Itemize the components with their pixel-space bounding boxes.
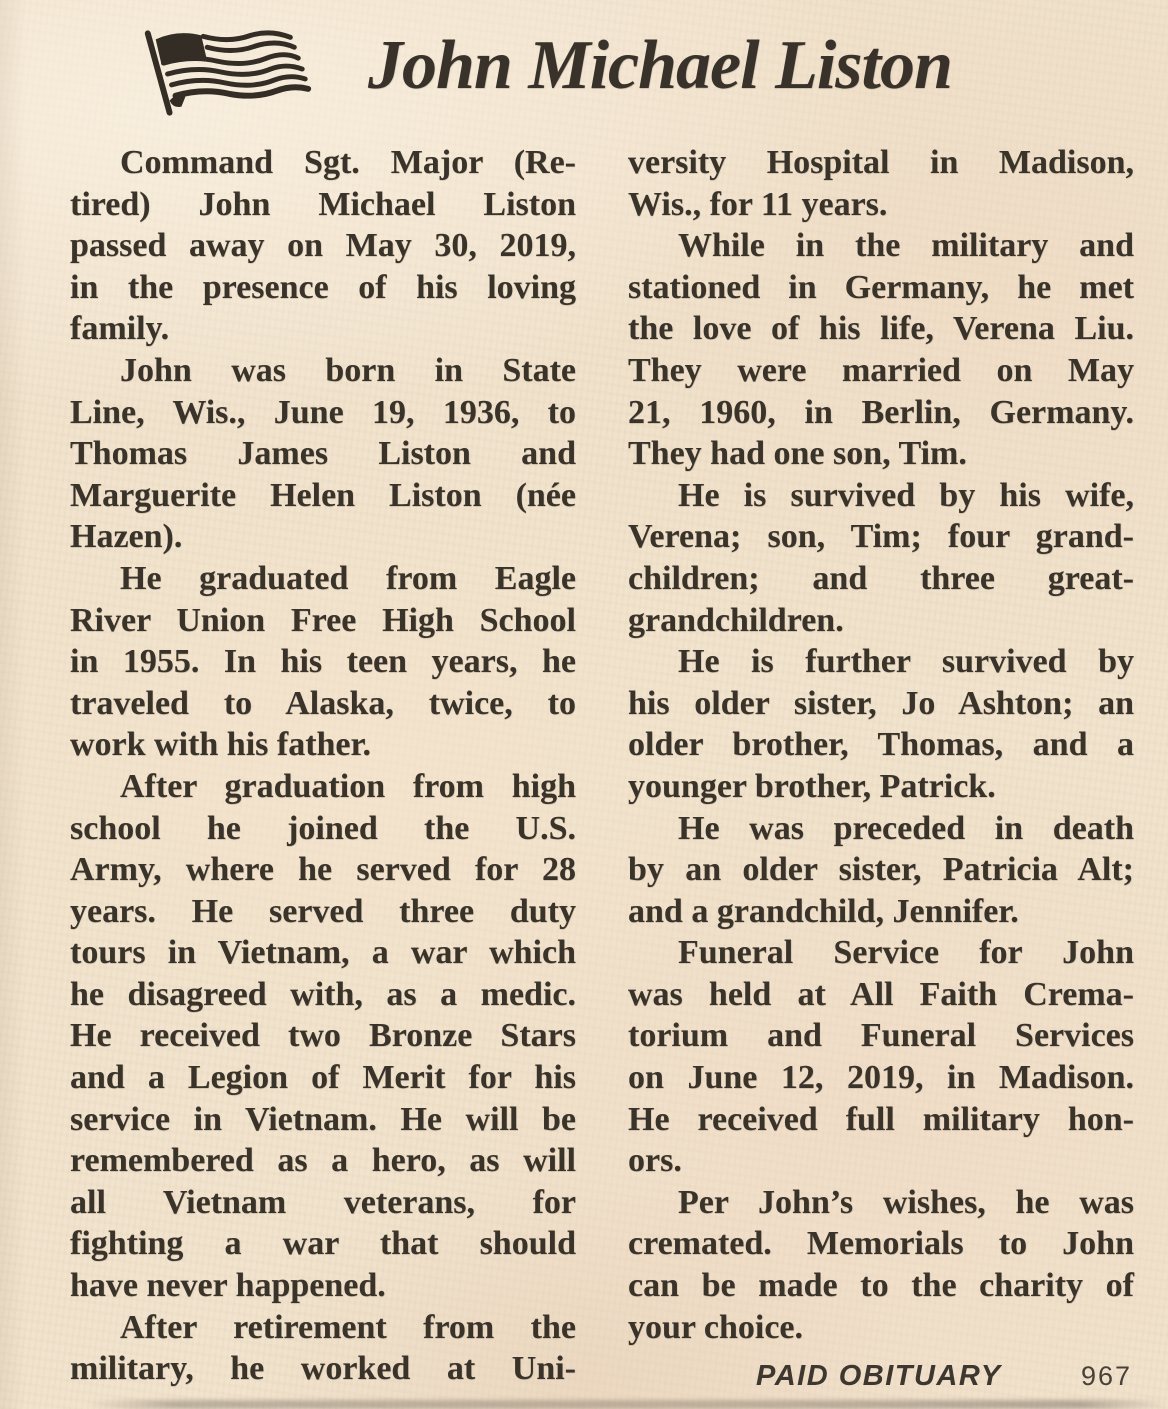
- text-line: cremated. Memorials to John: [628, 1225, 1134, 1263]
- scan-bottom-smudge: [88, 1400, 1168, 1409]
- text-line: on June 12, 2019, in Madison.: [628, 1059, 1134, 1097]
- text-line: torium and Funeral Services: [628, 1017, 1134, 1055]
- text-line: traveled to Alaska, twice, to: [70, 684, 576, 722]
- american-flag-icon: [126, 26, 324, 120]
- text-line: They were married on May: [628, 351, 1134, 389]
- obituary-code: 967: [1080, 1361, 1132, 1392]
- text-line: He received two Bronze Stars: [70, 1017, 576, 1055]
- paragraph: [628, 808, 1134, 933]
- text-line: was held at All Faith Crema-: [628, 975, 1134, 1013]
- text-line: can be made to the charity of: [628, 1267, 1134, 1305]
- paragraph: [70, 142, 576, 350]
- text-line: Thomas James Liston and: [70, 435, 576, 473]
- text-line: younger brother, Patrick.: [628, 767, 996, 805]
- text-line: remembered as a hero, as will: [70, 1142, 576, 1180]
- text-line: and a grandchild, Jennifer.: [628, 892, 1019, 930]
- text-line: John was born in State: [120, 351, 576, 389]
- text-line: Hazen).: [70, 518, 183, 556]
- text-line: in the presence of his loving: [70, 268, 576, 306]
- text-line: military, he worked at Uni-: [70, 1350, 576, 1388]
- paid-obituary-label: PAID OBITUARY: [756, 1360, 1002, 1393]
- text-line: ors.: [628, 1142, 682, 1180]
- text-line: He is survived by his wife,: [678, 476, 1134, 514]
- text-line: your choice.: [628, 1308, 804, 1346]
- text-line: his older sister, Jo Ashton; an: [628, 684, 1134, 722]
- text-line: After retirement from the: [120, 1308, 576, 1346]
- obituary-body: [70, 142, 1134, 1393]
- paragraph: [70, 766, 576, 1307]
- paragraph: [628, 932, 1134, 1182]
- text-line: school he joined the U.S.: [70, 809, 576, 847]
- text-line: While in the military and: [678, 227, 1134, 265]
- obituary-footer: [628, 1360, 1134, 1393]
- text-line: years. He served three duty: [70, 892, 576, 930]
- text-line: stationed in Germany, he met: [628, 268, 1134, 306]
- obituary-title: John Michael Liston: [368, 27, 952, 104]
- text-line: by an older sister, Patricia Alt;: [628, 851, 1134, 889]
- text-line: He received full military hon-: [628, 1100, 1134, 1138]
- text-line: in 1955. In his teen years, he: [70, 643, 576, 681]
- text-line: He graduated from Eagle: [120, 559, 576, 597]
- text-line: he disagreed with, as a medic.: [70, 975, 576, 1013]
- text-line: all Vietnam veterans, for: [70, 1183, 576, 1221]
- text-line: He is further survived by: [678, 643, 1134, 681]
- text-line: He was preceded in death: [678, 809, 1134, 847]
- paragraph: [628, 475, 1134, 641]
- text-line: children; and three great-: [628, 559, 1134, 597]
- text-line: After graduation from high: [120, 767, 576, 805]
- paragraph: [70, 350, 576, 558]
- text-line: Funeral Service for John: [678, 934, 1134, 972]
- obituary-header: [126, 22, 952, 120]
- text-line: work with his father.: [70, 726, 371, 764]
- text-line: tours in Vietnam, a war which: [70, 934, 576, 972]
- paragraph: [70, 558, 576, 766]
- text-line: older brother, Thomas, and a: [628, 726, 1134, 764]
- text-line: fighting a war that should: [70, 1225, 576, 1263]
- column-right: [628, 142, 1134, 1393]
- paragraph: [628, 142, 1134, 225]
- paragraph: [70, 1307, 576, 1390]
- text-line: service in Vietnam. He will be: [70, 1100, 576, 1138]
- paragraph: [628, 225, 1134, 475]
- text-line: Verena; son, Tim; four grand-: [628, 518, 1134, 556]
- text-line: family.: [70, 310, 170, 348]
- text-line: grandchildren.: [628, 601, 844, 639]
- text-line: Army, where he served for 28: [70, 851, 576, 889]
- text-line: Per John’s wishes, he was: [678, 1183, 1134, 1221]
- text-line: Wis., for 11 years.: [628, 185, 888, 223]
- text-line: passed away on May 30, 2019,: [70, 227, 576, 265]
- text-line: Command Sgt. Major (Re-: [120, 144, 576, 181]
- scan-edge-shade: [0, 0, 26, 1409]
- text-line: versity Hospital in Madison,: [628, 144, 1134, 181]
- text-line: 21, 1960, in Berlin, Germany.: [628, 393, 1134, 431]
- text-line: River Union Free High School: [70, 601, 576, 639]
- paragraph: [628, 641, 1134, 807]
- paragraph: [628, 1182, 1134, 1348]
- text-line: They had one son, Tim.: [628, 435, 967, 473]
- text-line: Line, Wis., June 19, 1936, to: [70, 393, 576, 431]
- text-line: have never happened.: [70, 1267, 386, 1305]
- text-line: Marguerite Helen Liston (née: [70, 476, 576, 514]
- text-line: the love of his life, Verena Liu.: [628, 310, 1134, 348]
- column-left: [70, 142, 576, 1393]
- text-line: and a Legion of Merit for his: [70, 1059, 576, 1097]
- text-line: tired) John Michael Liston: [70, 185, 576, 223]
